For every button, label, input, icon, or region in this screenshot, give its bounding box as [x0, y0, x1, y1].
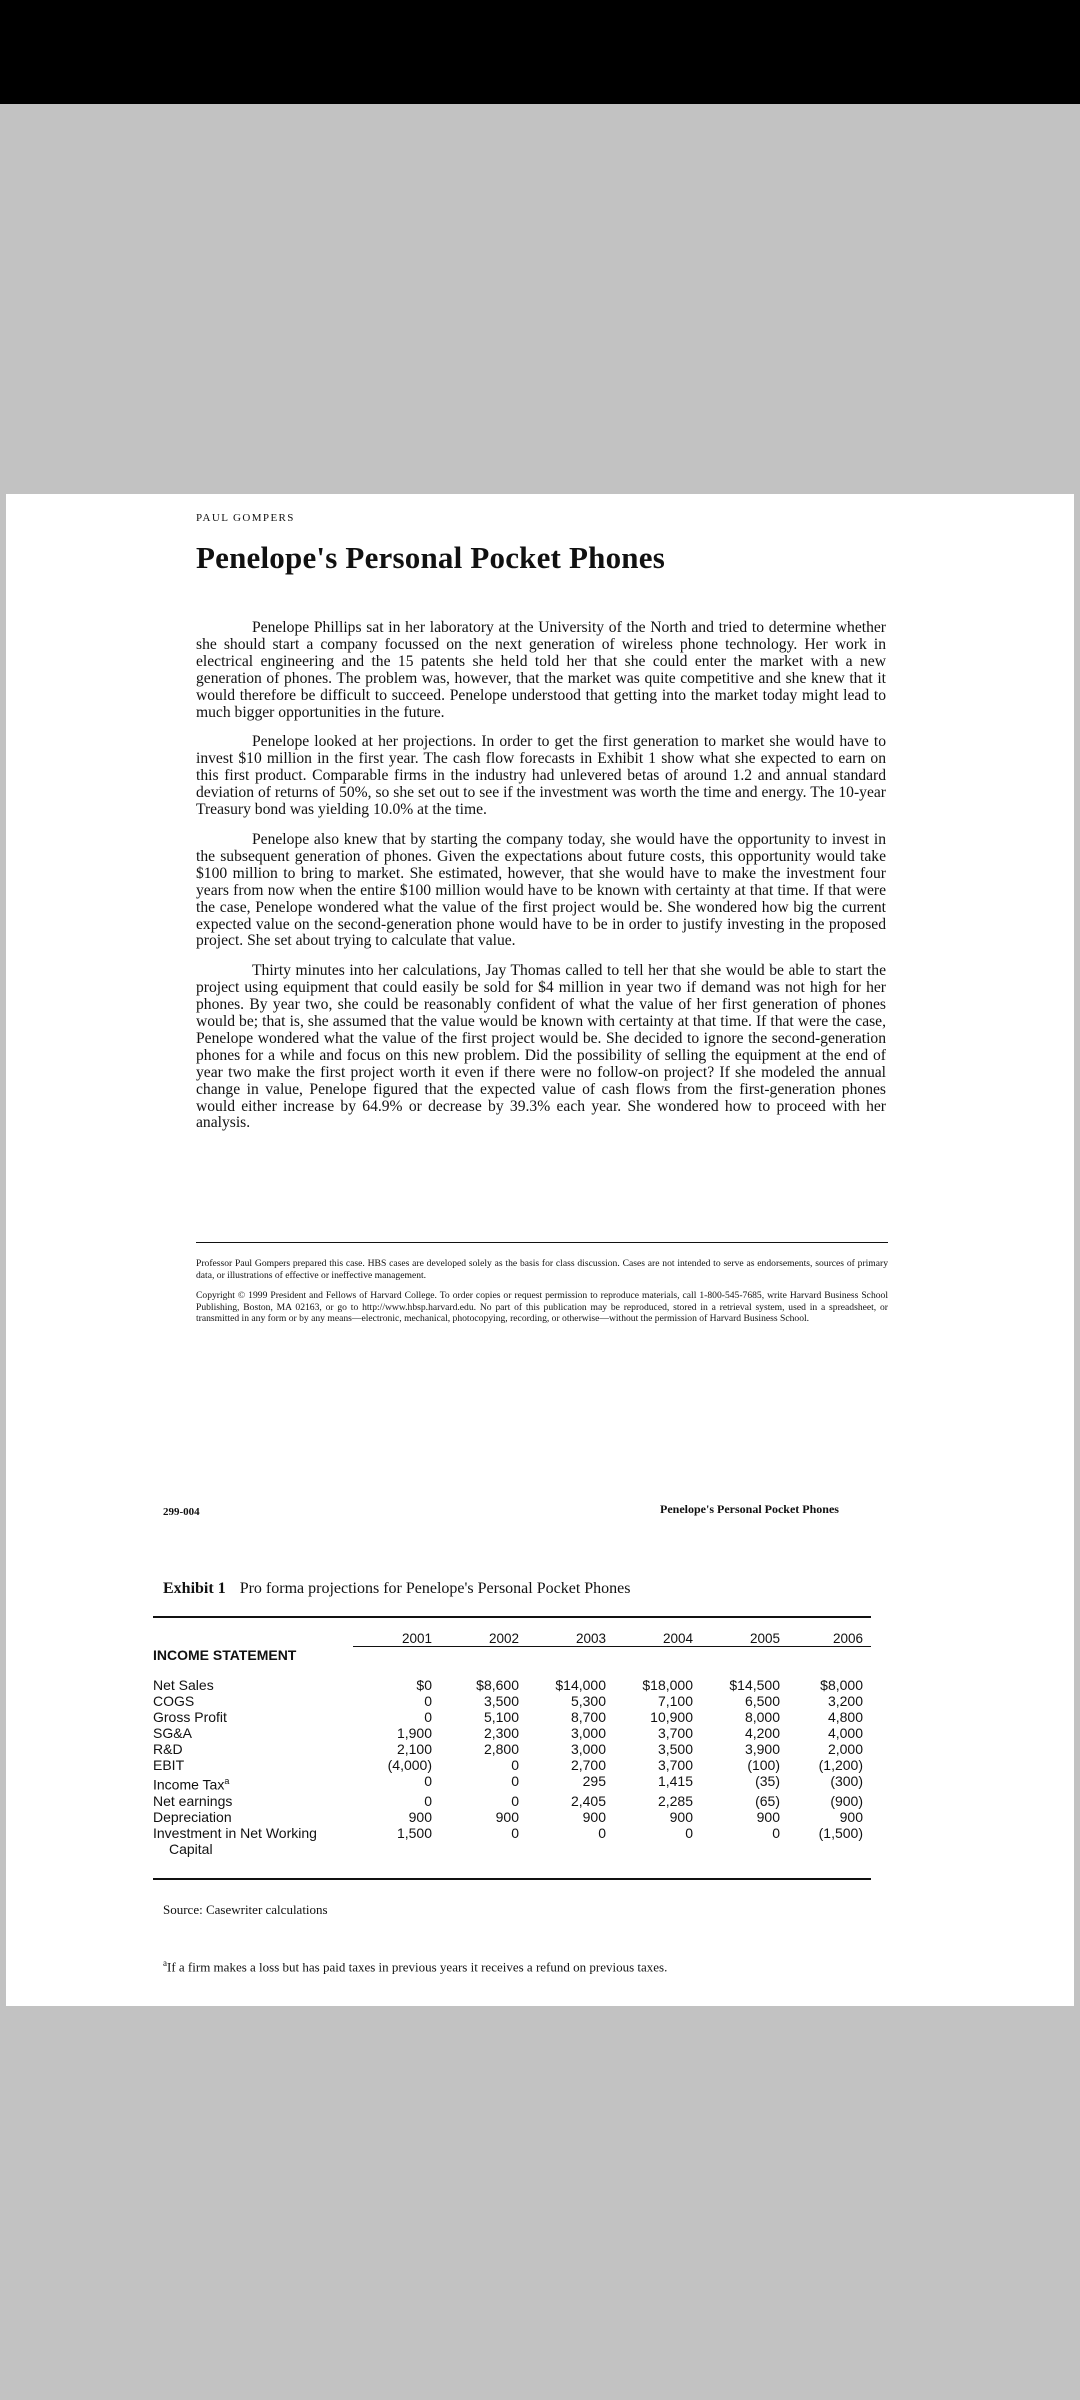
- table-row: [153, 1693, 871, 1709]
- footnote-copyright: Copyright © 1999 President and Fellows of Harvard College. To order copies or request permission to reproduce materials, call 1-800-545-7685, write Harvard Business School Publishing, Boston, MA 02163, or go to http://www.hbsp.harvard.edu. No part of this publication may be reproduced, stored in a retrieval system, used in a spreadsheet, or transmitted in any form or by any means—electronic, mechanical, photocopying, recording, or otherwise—without the permission of Harvard Business School.: [196, 1290, 888, 1324]
- cell-value: 295: [582, 1773, 606, 1789]
- cell-value: $8,600: [476, 1677, 519, 1693]
- table-row: [153, 1793, 871, 1809]
- author-line: PAUL GOMPERS: [196, 512, 295, 524]
- row-label: EBIT: [153, 1757, 185, 1773]
- table-bottom-rule: [153, 1878, 871, 1880]
- income-statement-table: [153, 1630, 871, 1857]
- background-bottom: [0, 2006, 1080, 2400]
- paragraph-4: Thirty minutes into her calculations, Jay Thomas called to tell her that she would be able to start the project using equipment that could easily be sold for $4 million in year two if demand was not high for her phones. By year two, she could be reasonably confident of what the value of her first generation of phones would be; that is, she assumed that the value would be known with certainty at that time. If that were the case, Penelope wondered what the value of the first project would be. She decided to ignore the second-generation phones for a while and focus on this new problem. Did the possibility of selling the equipment at the end of year two make the first project worth it even if there were no follow-on project? If she modeled the annual change in value, Penelope figured that the expected value of cash flows from the first-generation phones would either increase by 64.9% or decrease by 39.3% each year. She wondered how to proceed with her analysis.: [196, 962, 886, 1132]
- table-row: [153, 1825, 871, 1841]
- cell-value: 0: [424, 1773, 432, 1789]
- row-label: Net Sales: [153, 1677, 214, 1693]
- cell-value: 0: [511, 1792, 519, 1809]
- cell-value: 0: [511, 1757, 519, 1773]
- cell-value: $18,000: [642, 1677, 693, 1693]
- cell-value: 900: [408, 1808, 432, 1825]
- table-row: [153, 1709, 871, 1725]
- cell-value: 0: [424, 1693, 432, 1709]
- footnotes: [196, 1258, 888, 1334]
- running-head: Penelope's Personal Pocket Phones: [660, 1502, 839, 1516]
- cell-value: 3,500: [483, 1693, 519, 1709]
- cell-value: 4,000: [827, 1725, 863, 1741]
- footnote-authorship: Professor Paul Gompers prepared this case. HBS cases are developed solely as the basis for class discussion. Cases are not intended to serve as endorsements, sources of primary data, or illustrations of effective or ineffective management.: [196, 1258, 888, 1281]
- cell-value: (1,200): [818, 1757, 863, 1773]
- row-label: Depreciation: [153, 1808, 232, 1825]
- empty-cell: [527, 1841, 614, 1857]
- table-row: [153, 1741, 871, 1757]
- cell-value: 2,285: [657, 1792, 693, 1809]
- cell-value: 3,000: [570, 1741, 606, 1757]
- header-blank: [153, 1630, 353, 1647]
- cell-value: 3,700: [657, 1725, 693, 1741]
- cell-value: 6,500: [744, 1693, 780, 1709]
- cell-value: 2,405: [570, 1792, 606, 1809]
- status-bar: [0, 0, 1080, 104]
- cell-value: 3,000: [570, 1725, 606, 1741]
- cell-value: (4,000): [387, 1757, 432, 1773]
- cell-value: (35): [755, 1773, 780, 1789]
- empty-cell: [788, 1841, 871, 1857]
- cell-value: 0: [511, 1824, 519, 1841]
- cell-value: (900): [830, 1792, 863, 1809]
- cell-value: 0: [424, 1792, 432, 1809]
- cell-value: 900: [582, 1808, 606, 1825]
- cell-value: 2,100: [396, 1741, 432, 1757]
- cell-value: 5,100: [483, 1709, 519, 1725]
- cell-value: $14,500: [729, 1677, 780, 1693]
- cell-value: 10,900: [650, 1709, 693, 1725]
- row-label-continuation: Capital: [169, 1840, 213, 1857]
- year-header: 2003: [527, 1630, 614, 1647]
- cell-value: 8,000: [744, 1709, 780, 1725]
- cell-value: 2,700: [570, 1757, 606, 1773]
- cell-value: 0: [685, 1824, 693, 1841]
- cell-value: $14,000: [555, 1677, 606, 1693]
- cell-value: 2,800: [483, 1741, 519, 1757]
- year-header: 2005: [701, 1630, 788, 1647]
- cell-value: 3,200: [827, 1693, 863, 1709]
- exhibit-label: Exhibit 1: [163, 1580, 226, 1597]
- empty-cell: [701, 1841, 788, 1857]
- table-row: [153, 1809, 871, 1825]
- year-header: 2006: [788, 1630, 871, 1647]
- cell-value: 1,900: [396, 1725, 432, 1741]
- cell-value: 900: [495, 1808, 519, 1825]
- cell-value: 5,300: [570, 1693, 606, 1709]
- row-label: Income Tax$^a$: [153, 1776, 230, 1793]
- section-label: INCOME STATEMENT: [153, 1647, 297, 1663]
- cell-value: 2,300: [483, 1725, 519, 1741]
- table-row: [153, 1757, 871, 1773]
- row-label: Investment in Net Working: [153, 1824, 317, 1841]
- cell-value: 0: [424, 1709, 432, 1725]
- year-header: 2004: [614, 1630, 701, 1647]
- table-header-row: [153, 1630, 871, 1647]
- row-label: R&D: [153, 1741, 183, 1757]
- paragraph-2: Penelope looked at her projections. In order to get the first generation to market she would have to invest $10 million in the first year. The cash flow forecasts in Exhibit 1 show what she expected to earn on this first product. Comparable firms in the industry had unlevered betas of around 1.2 and annual standard deviation of returns of 50%, so she set out to see if the investment was worth the time and energy. The 10-year Treasury bond was yielding 10.0% at the time.: [196, 733, 886, 819]
- cell-value: 0: [598, 1824, 606, 1841]
- empty-cell: [440, 1841, 527, 1857]
- table-row: [153, 1725, 871, 1741]
- exhibit-caption: [163, 1580, 631, 1598]
- year-header: 2001: [353, 1630, 440, 1647]
- exhibit-title: Pro forma projections for Penelope's Personal Pocket Phones: [239, 1580, 631, 1597]
- cell-value: 2,000: [827, 1741, 863, 1757]
- cell-value: $8,000: [820, 1677, 863, 1693]
- row-label: Gross Profit: [153, 1709, 227, 1725]
- cell-value: 4,200: [744, 1725, 780, 1741]
- cell-value: 0: [772, 1824, 780, 1841]
- case-number: 299-004: [163, 1506, 200, 1518]
- table-row: [153, 1677, 871, 1693]
- row-label: Net earnings: [153, 1792, 233, 1809]
- paragraph-3: Penelope also knew that by starting the company today, she would have the opportunity to invest in the subsequent generation of phones. Given the expectations about future costs, this opportunity would take $100 million to bring to market. She estimated, however, that she would have to make the investment four years from now when the entire $100 million would have to be known with certainty at that time. If that were the case, Penelope wondered what the value of the first project would be. She wondered how big the current expected value on the second-generation phone would have to be in order to justify investing in the proposed project. She set about trying to calculate that value.: [196, 830, 886, 950]
- cell-value: 8,700: [570, 1709, 606, 1725]
- cell-value: 900: [756, 1808, 780, 1825]
- cell-value: (100): [747, 1757, 780, 1773]
- cell-value: 900: [839, 1808, 863, 1825]
- cell-value: 4,800: [827, 1709, 863, 1725]
- cell-value: $0: [416, 1677, 432, 1693]
- cell-value: 3,700: [657, 1757, 693, 1773]
- table-top-rule: [153, 1616, 871, 1618]
- table-source: Source: Casewriter calculations: [163, 1902, 328, 1917]
- cell-value: (65): [755, 1792, 780, 1809]
- note-text: If a firm makes a loss but has paid taxes in previous years it receives a refund on previous taxes.: [167, 1959, 668, 1975]
- row-label: SG&A: [153, 1725, 192, 1741]
- document-page: [6, 494, 1074, 2006]
- empty-cell: [614, 1841, 701, 1857]
- section-row: [153, 1647, 871, 1678]
- cell-value: 900: [669, 1808, 693, 1825]
- case-body: [196, 620, 886, 1145]
- row-label: COGS: [153, 1693, 195, 1709]
- cell-value: 1,415: [657, 1773, 693, 1789]
- case-title: Penelope's Personal Pocket Phones: [196, 540, 665, 575]
- tax-footnote-marker: a: [224, 1776, 230, 1786]
- year-header: 2002: [440, 1630, 527, 1647]
- cell-value: 0: [511, 1773, 519, 1789]
- cell-value: 1,500: [396, 1824, 432, 1841]
- cell-value: 3,500: [657, 1741, 693, 1757]
- table-row: [153, 1773, 871, 1793]
- cell-value: (1,500): [818, 1824, 863, 1841]
- paragraph-1: Penelope Phillips sat in her laboratory at the University of the North and tried to determine whether she should start a company focussed on the next generation of wireless phone technology. Her work in electrical engineering and the 15 patents she held told her that she could enter the market with a new generation of phones. The problem was, however, that the market was quite competitive and she knew that it would therefore be difficult to succeed. Penelope understood that getting into the market today might lead to much bigger opportunities in the future.: [196, 619, 886, 721]
- empty-cell: [353, 1841, 440, 1857]
- cell-value: 3,900: [744, 1741, 780, 1757]
- cell-value: 7,100: [657, 1693, 693, 1709]
- table-row-continuation: [153, 1841, 871, 1857]
- table-note: [163, 1958, 667, 1975]
- cell-value: (300): [830, 1773, 863, 1789]
- note-marker: a: [163, 1958, 167, 1968]
- footnote-divider: [196, 1242, 888, 1243]
